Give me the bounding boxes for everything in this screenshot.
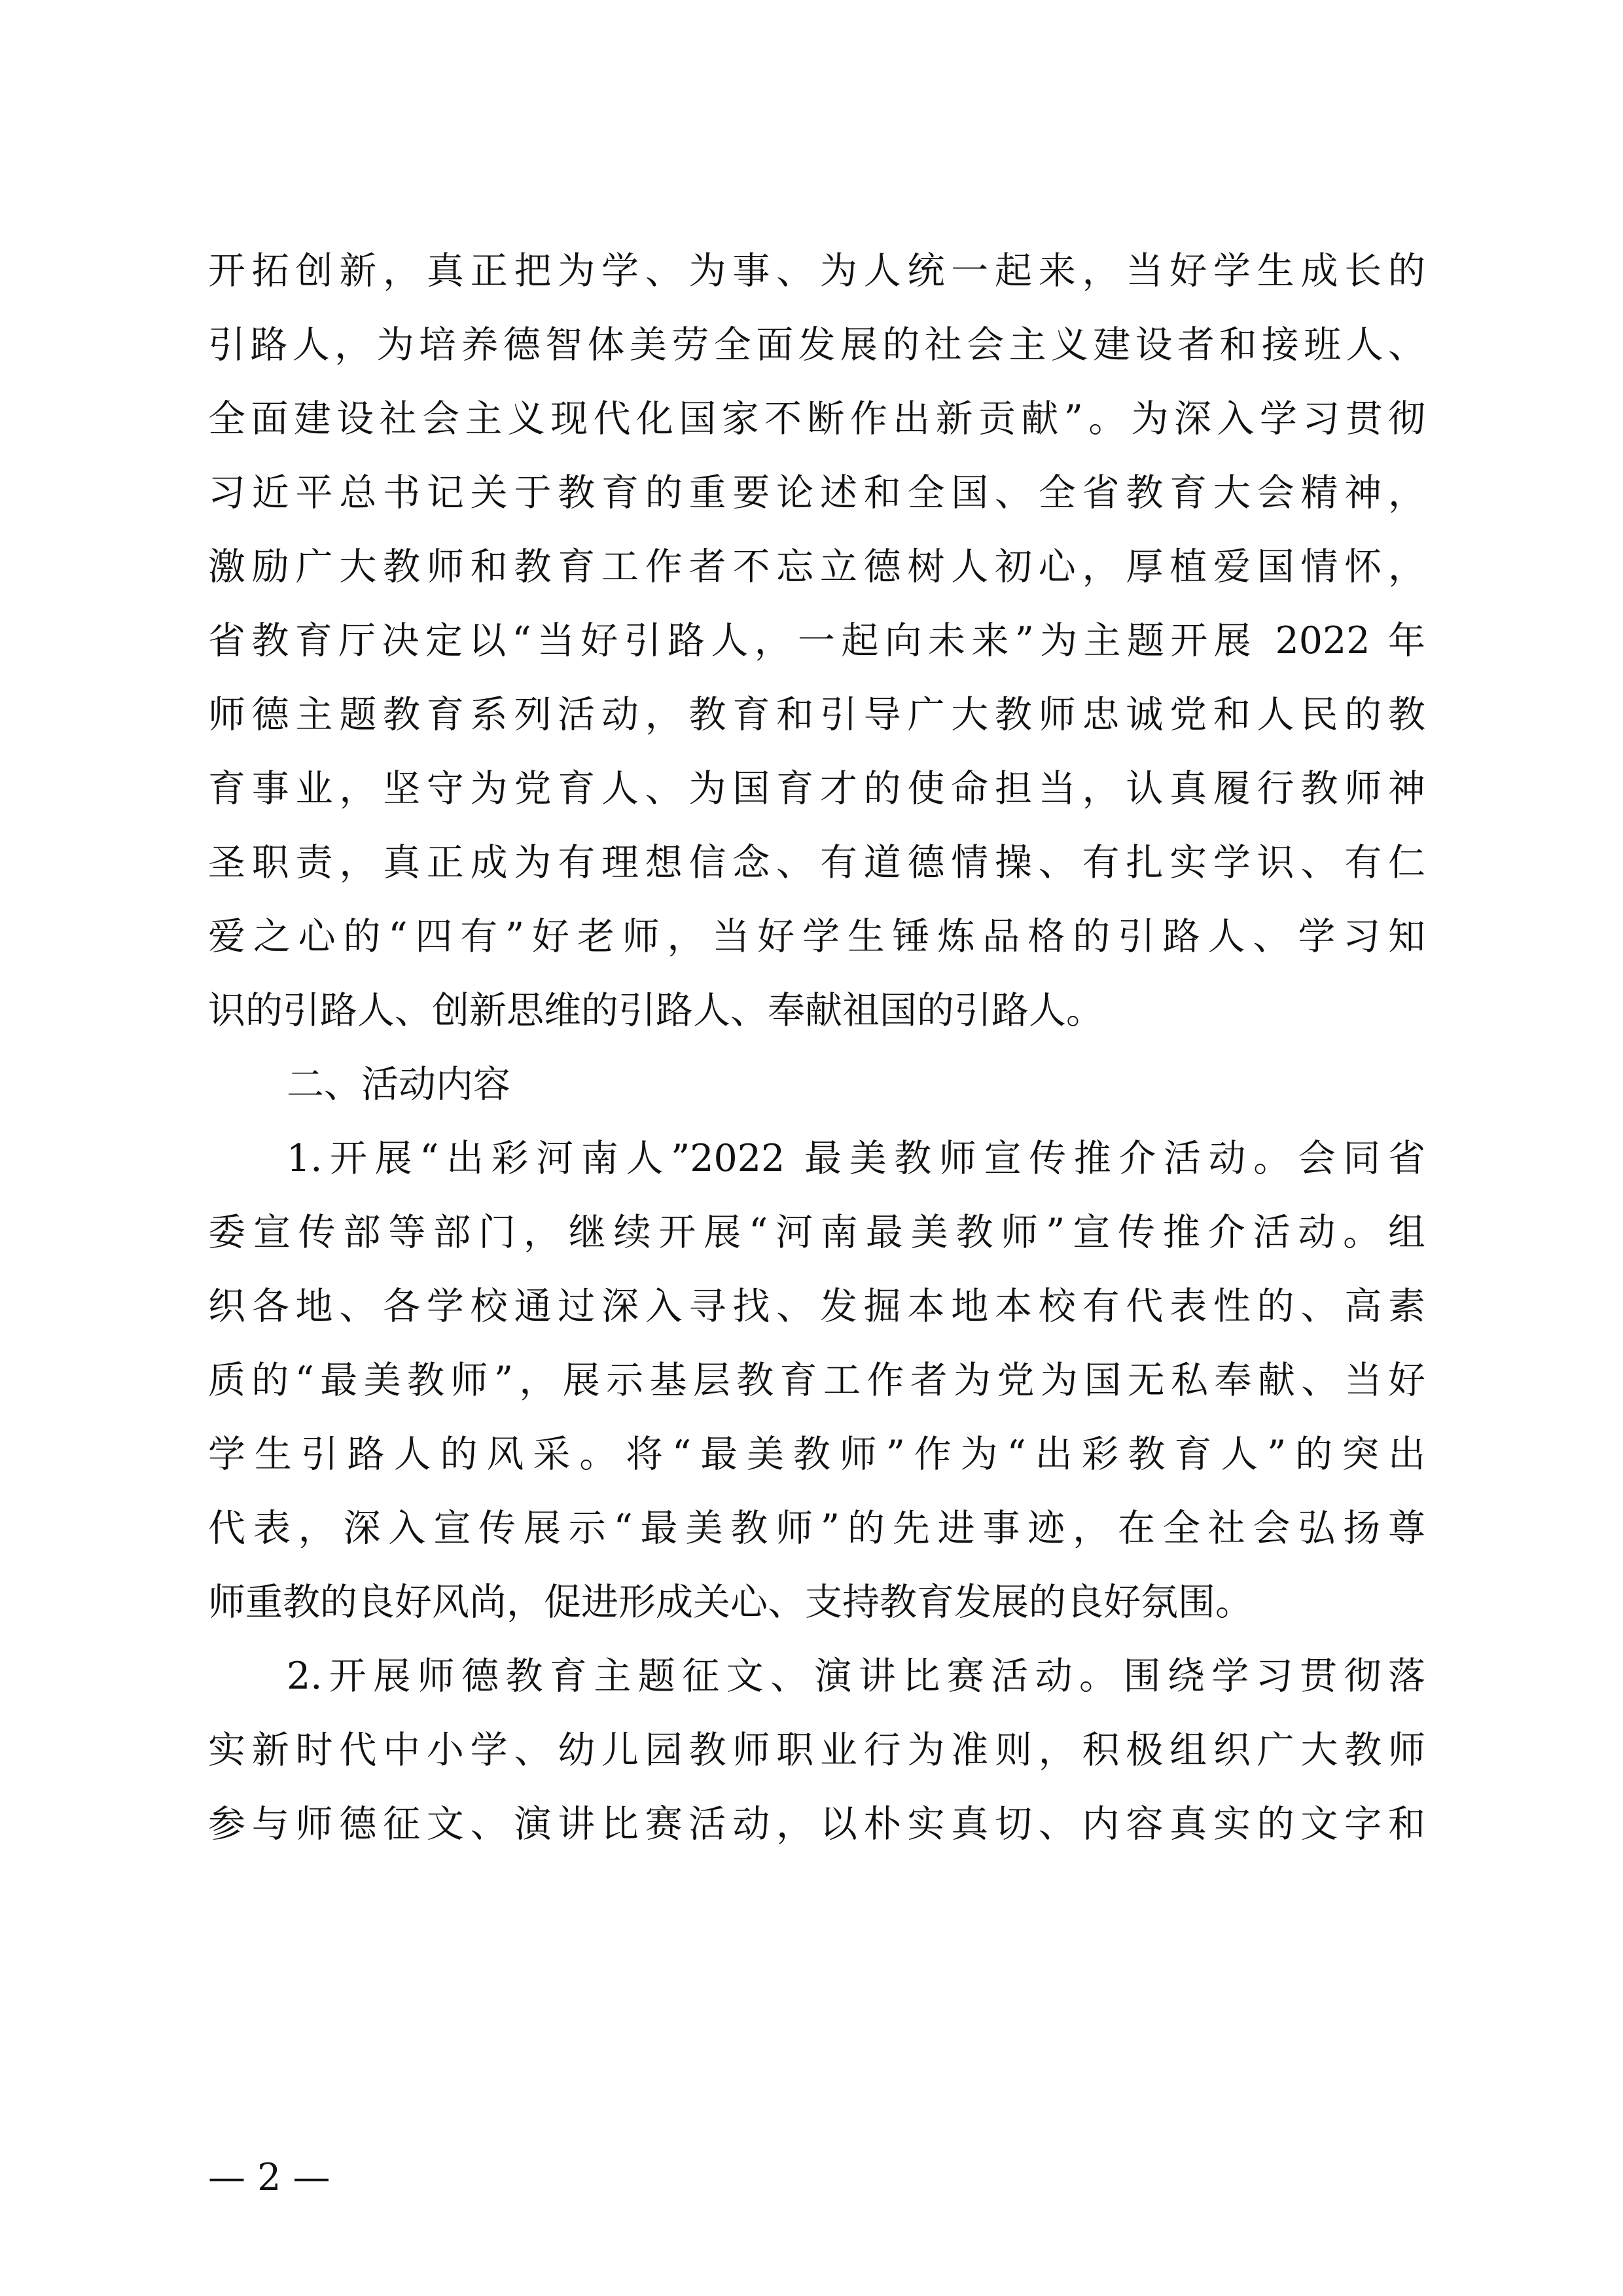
text-line: 全面建设社会主义现代化国家不断作出新贡献”。为深入学习贯彻: [208, 397, 1425, 440]
text-line: 实新时代中小学、幼儿园教师职业行为准则，积极组织广大教师: [208, 1729, 1425, 1772]
text-line: 委宣传部等部门，继续开展“河南最美教师”宣传推介活动。组: [208, 1211, 1425, 1254]
text-line: 识的引路人、创新思维的引路人、奉献祖国的引路人。: [208, 989, 1103, 1032]
activity-item-1: [208, 1122, 1425, 1640]
text-line: 习近平总书记关于教育的重要论述和全国、全省教育大会精神，: [208, 471, 1425, 514]
text-line: 学生引路人的风采。将“最美教师”作为“出彩教育人”的突出: [208, 1433, 1425, 1476]
text-line: 参与师德征文、演讲比赛活动，以朴实真切、内容真实的文字和: [208, 1803, 1425, 1846]
text-line: 师德主题教育系列活动，教育和引导广大教师忠诚党和人民的教: [208, 693, 1425, 736]
text-line: 1.开展“出彩河南人”2022 最美教师宣传推介活动。会同省: [287, 1137, 1425, 1180]
section-heading: 二、活动内容: [287, 1063, 510, 1106]
text-line: 开拓创新，真正把为学、为事、为人统一起来，当好学生成长的: [208, 249, 1425, 293]
text-line: 引路人，为培养德智体美劳全面发展的社会主义建设者和接班人、: [208, 323, 1425, 367]
text-line: 师重教的良好风尚，促进形成关心、支持教育发展的良好氛围。: [208, 1581, 1253, 1624]
text-line: 2.开展师德教育主题征文、演讲比赛活动。围绕学习贯彻落: [287, 1655, 1425, 1698]
text-line: 育事业，坚守为党育人、为国育才的使命担当，认真履行教师神: [208, 767, 1425, 810]
text-line: 省教育厅决定以“当好引路人，一起向未来”为主题开展 2022 年: [208, 619, 1425, 662]
text-line: 质的“最美教师”，展示基层教育工作者为党为国无私奉献、当好: [208, 1359, 1425, 1402]
text-line: 爱之心的“四有”好老师，当好学生锤炼品格的引路人、学习知: [208, 915, 1425, 958]
activity-item-2: [208, 1640, 1425, 1861]
page-number: — 2 —: [208, 2156, 330, 2199]
text-line: 激励广大教师和教育工作者不忘立德树人初心，厚植爱国情怀，: [208, 545, 1425, 588]
text-line: 圣职责，真正成为有理想信念、有道德情操、有扎实学识、有仁: [208, 841, 1425, 884]
paragraph-intro: [208, 234, 1425, 1048]
text-line: 代表，深入宣传展示“最美教师”的先进事迹，在全社会弘扬尊: [208, 1507, 1425, 1550]
body-text: [208, 234, 1425, 1861]
text-line: 织各地、各学校通过深入寻找、发掘本地本校有代表性的、高素: [208, 1285, 1425, 1328]
